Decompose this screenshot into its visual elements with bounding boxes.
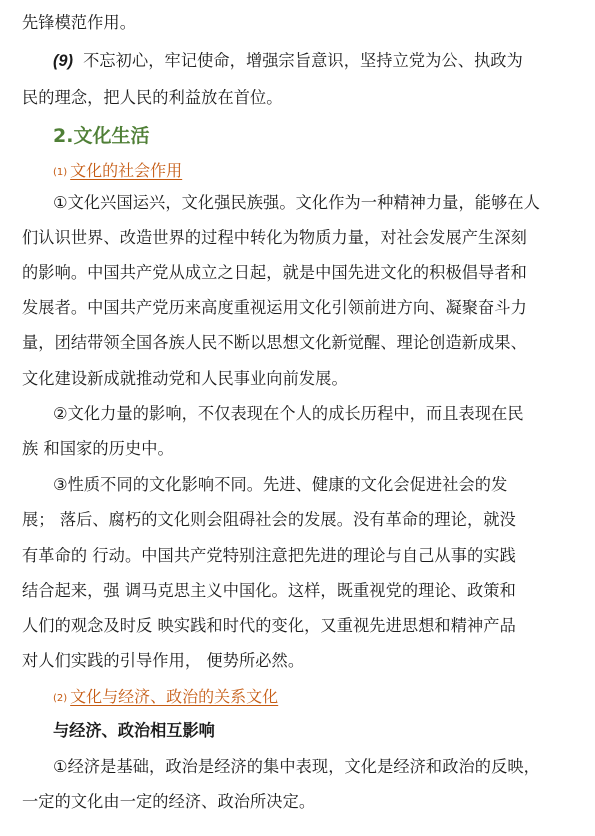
subsection-number: (2): [53, 693, 68, 704]
text-line: ①经济是基础，政治是经济的集中表现，文化是经济和政治的反映，: [53, 757, 540, 776]
text-line: 先锋模范作用。: [22, 13, 137, 32]
bold-heading: 与经济、政治相互影响: [53, 721, 215, 740]
text-line: 文化建设新成就推动党和人民事业向前发展。: [22, 369, 348, 388]
subsection-heading: [53, 160, 182, 184]
section-heading: 2.文化生活: [53, 125, 150, 147]
text-line: ③性质不同的文化影响不同。先进、健康的文化会促进社会的发: [53, 475, 508, 494]
subsection-title: 文化的社会作用: [70, 161, 183, 180]
text-line: 的影响。中国共产党从成立之日起，就是中国先进文化的积极倡导者和: [22, 263, 527, 282]
text-line: 一定的文化由一定的经济、政治所决定。: [22, 792, 316, 811]
text-line: [53, 50, 578, 72]
text-line: 量，团结带领全国各族人民不断以思想文化新觉醒、理论创造新成果、: [22, 333, 527, 352]
text-line: 族 和国家的历史中。: [22, 439, 174, 458]
subsection-title: 文化与经济、政治的关系文化: [70, 687, 279, 706]
text-line: 发展者。中国共产党历来高度重视运用文化引领前进方向、凝聚奋斗力: [22, 298, 527, 317]
text-line: 人们的观念及时反 映实践和时代的变化，又重视先进思想和精神产品: [22, 616, 516, 635]
text-line: 结合起来，强 调马克思主义中国化。这样，既重视党的理论、政策和: [22, 581, 516, 600]
subsection-heading: [53, 686, 278, 710]
text-line: 们认识世界、改造世界的过程中转化为物质力量，对社会发展产生深刻: [22, 228, 527, 247]
text-line: ②文化力量的影响，不仅表现在个人的成长历程中，而且表现在民: [53, 404, 524, 423]
item-text: 不忘初心，牢记使命，增强宗旨意识，坚持立党为公、执政为: [83, 51, 523, 70]
text-line: 对人们实践的引导作用， 便势所必然。: [22, 651, 305, 670]
text-line: 展； 落后、腐朽的文化则会阻碍社会的发展。没有革命的理论，就没: [22, 510, 516, 529]
text-line: 民的理念，把人民的利益放在首位。: [22, 88, 283, 107]
text-line: ①文化兴国运兴，文化强民族强。文化作为一种精神力量，能够在人: [53, 193, 540, 212]
text-line: 有革命的 行动。中国共产党特别注意把先进的理论与自己从事的实践: [22, 546, 516, 565]
item-number: (9): [53, 52, 74, 70]
subsection-number: (1): [53, 167, 68, 178]
